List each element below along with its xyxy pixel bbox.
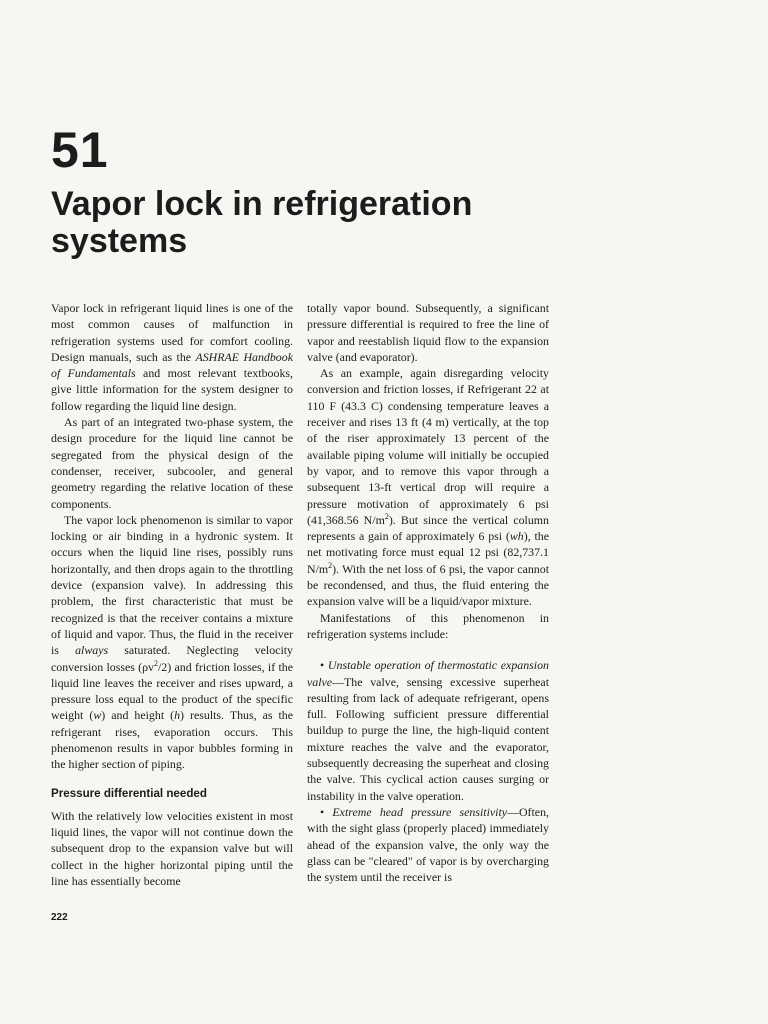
bullet-item: • Extreme head pressure sensitivity—Often, with the sight glass (properly placed) immediately ahead of the expansion valve, the only way the glass can be "cleared" of vapor is by overcharging the system until the receiver is [307,804,549,885]
right-column [307,300,549,885]
left-column [51,300,293,889]
paragraph: The vapor lock phenomenon is similar to vapor locking or air binding in a hydronic system. It occurs when the liquid line rises, possibly runs horizontally, and then drops again to the throttling device (expansion valve). In addressing this problem, the first characteristic that must be recognized is that the receiver contains a mixture of liquid and vapor. Thus, the fluid in the receiver is always saturated. Neglecting velocity conversion losses $(\rho v^2/2)$ and friction losses, if the liquid line leaves the receiver and rises upward, a pressure loss equal to the product of the specific weight (w) and height (h) results. Thus, as the refrigerant rises, evaporation occurs. This phenomenon results in vapor bubbles forming in the higher section of piping. [51,512,294,772]
paragraph: As part of an integrated two-phase system, the design procedure for the liquid line cannot be segregated from the physical design of the condenser, receiver, subcooler, and general geometry regarding the relative location of these components. [51,415,293,511]
chapter-title: Vapor lock in refrigeration systems [51,185,473,260]
paragraph: totally vapor bound. Subsequently, a significant pressure differential is required to free the line of vapor and reestablish liquid flow to the expansion valve (and evaporator). [307,301,549,364]
paragraph: With the relatively low velocities existent in most liquid lines, the vapor will not continue down the subsequent drop to the expansion valve but will collect in the higher horizontal piping until the line has essentially become [51,808,293,888]
page-number: 222 [51,912,68,923]
paragraph: Manifestations of this phenomenon in refrigeration systems include: [307,610,549,641]
bullet-item: • Unstable operation of thermostatic expansion valve—The valve, sensing excessive superheat resulting from lack of adequate refrigerant, opens full. Following sufficient pressure differential buildup to purge the line, the high-liquid content mixture reaches the valve and the evaporator, subsequently decreasing the superheat and closing the valve. This cyclical action causes surging or instability in the valve operation. [307,658,549,803]
bullet-marker: • [320,658,325,673]
paragraph: As an example, again disregarding velocity conversion and friction losses, if Refrigerant 22 at 110 F (43.3 C) condensing temperature leaves a receiver and rises 13 ft (4 m) vertically, at the top of the riser approximately 13 percent of the available piping volume will initially be occupied by vapor, and to remove this vapor through a subsequent 13-ft vertical drop will require a pressure motivation of approximately 6 psi (41,368.56 $N/m^2$). But since the vertical column represents a gain of approximately 6 psi (wh), the net motivating force must equal 12 psi (82,737.1 $N/m^2$). With the net loss of 6 psi, the vapor cannot be recondensed, and thus, the fluid entering the expansion valve will be a liquid/vapor mixture. [307,366,550,609]
chapter-number: 51 [51,122,109,178]
section-heading: Pressure differential needed [51,786,207,800]
bullet-marker: • [320,804,325,819]
paragraph: Vapor lock in refrigerant liquid lines is one of the most common causes of malfunction in refrigeration systems used for comfort cooling. Design manuals, such as the ASHRAE Handbook of Fundamentals and most relevant textbooks, give little information for the system designer to follow regarding the liquid line design. [51,301,293,413]
